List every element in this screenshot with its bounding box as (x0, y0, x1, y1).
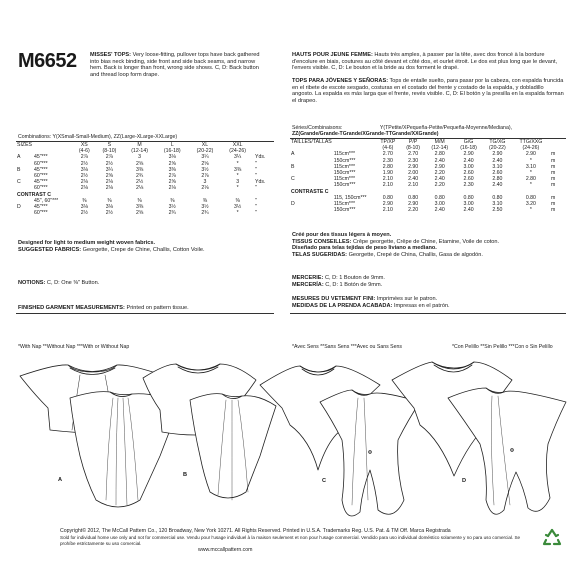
french-amount-cell: 2.40 (434, 207, 445, 214)
french-size: P/P (408, 139, 418, 145)
french-amount-cell: * (529, 157, 532, 164)
french-amount-cell: 3.00 (463, 201, 474, 208)
french-nap-legend: *Avec Sens **Sans Sens ***Avec ou Sans Sens (292, 344, 402, 350)
french-size-sub: (16-18) (460, 145, 477, 152)
english-amount-cell: 3⅛ (80, 166, 88, 173)
french-amount-cell: 3.10 (492, 201, 503, 208)
french-size: TTG/XXG (519, 139, 543, 145)
french-amount-cell: 2.40 (463, 207, 474, 214)
english-amount-cell: 2⅞ (80, 154, 88, 161)
mesures-label: MESURES DU VETEMENT FINI: (292, 296, 376, 302)
suggested-fabrics-label: SUGGESTED FABRICS: (18, 246, 82, 253)
french-width-cell: 115cm*** (333, 163, 355, 170)
english-amount-cell: 2⅝ (135, 210, 144, 217)
finished-measurements-text: Printed on pattern tissue. (126, 305, 189, 311)
english-amount-cell: 2½ (105, 210, 114, 217)
english-amount-cell: 2⅝ (168, 160, 176, 167)
merceria-label: MERCERÍA: (292, 281, 324, 288)
english-view-cell: A (17, 154, 21, 161)
notions-label: NOTIONS: (18, 280, 46, 286)
french-amount-cell: 2.20 (434, 170, 445, 177)
french-unit-cell: m (551, 201, 556, 208)
english-width-cell: 60"*** (34, 160, 48, 167)
english-amount-cell: 2½ (105, 160, 114, 167)
french-amount-cell: 0.80 (492, 194, 503, 201)
english-amount-cell: 2½ (80, 160, 88, 167)
english-amount-cell: 3⅜ (234, 166, 242, 173)
english-amount-cell: 2⅛ (168, 185, 176, 192)
english-size-sub: (8-10) (102, 148, 117, 155)
english-amount-cell: 2½ (135, 179, 144, 186)
english-unit-cell: " (255, 185, 257, 192)
copyright-line: Copyright© 2012, The McCall Pattern Co., 120 Broadway, New York 10271. All Rights Reserved. Printed in U.S.A. Trademarks Reg. U.S. Pat. & TM Off. Marca Registrada (60, 528, 451, 534)
english-amount-cell: * (236, 185, 239, 192)
english-width-cell: 60"*** (34, 210, 48, 217)
view-c-label: C (322, 478, 327, 484)
french-size-sub: (24-26) (522, 145, 540, 152)
mesures-text: Imprimées sur le patron. (376, 296, 438, 302)
english-amount-cell: ⅜ (202, 197, 208, 204)
medidas-text: Impresas en el patrón. (393, 302, 450, 309)
english-amount-cell: 3½ (201, 204, 209, 211)
english-amount-cell: 2⅛ (105, 185, 114, 192)
french-amount-cell: 2.20 (408, 207, 419, 214)
designed-for-text: Designed for light to medium weight woven fabrics. (18, 240, 156, 246)
english-amount-cell: 3 (236, 179, 240, 186)
french-amount-cell: 2.40 (463, 157, 474, 164)
english-amount-cell: ⅜ (235, 197, 240, 204)
english-unit-cell: " (255, 204, 257, 211)
english-description-title: MISSES' TOPS: (90, 52, 132, 58)
french-size-sub: (8-10) (406, 145, 421, 152)
french-amount-cell: 2.20 (434, 182, 445, 189)
english-amount-cell: * (236, 160, 239, 167)
english-size-sub: (20-22) (196, 148, 214, 155)
french-amount-cell: 0.80 (463, 194, 474, 201)
french-unit-cell: m (551, 207, 556, 214)
medidas-label: MEDIDAS DE LA PRENDA ACABADA: (292, 302, 393, 309)
french-amount-cell: 3.00 (463, 163, 474, 170)
french-amount-cell: 2.70 (408, 151, 419, 158)
french-width-cell: 150cm*** (333, 207, 356, 214)
english-amount-cell: 3 (138, 154, 142, 161)
french-amount-cell: 2.60 (492, 170, 503, 177)
english-unit-cell: Yds. (255, 179, 266, 186)
english-size-sub: (24-26) (229, 148, 247, 155)
french-size-sub: (12-14) (431, 145, 449, 152)
french-amount-cell: * (529, 207, 532, 214)
english-amount-cell: 2½ (80, 173, 88, 180)
french-width-cell: 115, 150cm*** (333, 194, 367, 201)
english-amount-cell: 3¼ (234, 154, 242, 161)
recycle-icon (540, 526, 564, 550)
french-amount-cell: 0.80 (434, 194, 445, 201)
french-amount-cell: 2.40 (492, 157, 503, 164)
english-width-cell: 45"*** (34, 204, 48, 211)
french-amount-cell: 2.50 (492, 207, 503, 214)
english-size-xl: XL (201, 142, 209, 148)
french-amount-cell: 2.90 (408, 201, 419, 208)
french-unit-cell: m (551, 182, 556, 189)
french-amount-cell: 2.30 (463, 182, 474, 189)
french-amount-cell: 3.10 (492, 163, 503, 170)
french-width-cell: 150cm*** (333, 157, 356, 164)
english-amount-cell: 3¼ (105, 166, 114, 173)
english-amount-cell: 2⅝ (201, 160, 209, 167)
telas-label: TELAS SUGERIDAS: (292, 251, 348, 258)
english-description-text: Very loose-fitting, pullover tops have back gathered into bias neck binding, side front and side back seams, and narrow hem. Back is longer than front, wrong side shows. C, D: Back button and thread loop form drape. (90, 52, 260, 78)
english-amount-cell: 3 (203, 179, 207, 186)
english-width-cell: 45"*** (34, 166, 48, 173)
english-size-sub: (16-18) (163, 148, 181, 155)
french-amount-cell: 0.80 (525, 194, 536, 201)
english-view-cell: C (17, 179, 21, 186)
english-amount-cell: ⅜ (170, 197, 175, 204)
english-contrast-label: CONTRAST C (17, 191, 52, 198)
english-combinations-label: Combinations: (18, 134, 52, 140)
french-amount-cell: 1.90 (382, 170, 393, 177)
french-width-cell: 150cm*** (333, 170, 356, 177)
french-combinations-zz: ZZ(Grande/Grande-TGrande/XGrande-TTGrande/XXGrande) (292, 131, 439, 138)
french-view-cell: A (291, 151, 295, 158)
french-amount-cell: 2.10 (408, 182, 419, 189)
spanish-nap-legend: *Con Pelillo **Sin Pelillo ***Con o Sin Pelillo (452, 344, 553, 350)
french-description-text: Hauts très amples, à passer par la tête, avec dos froncé à la bordure d'encolure en biais, coutures au côté devant et côté dos, et ourlet étroit. Le dos est plus long que le devant, l'envers visible. C, D: Le bouton et la bride au dos forment le drapé. (292, 52, 558, 72)
french-amount-cell: 2.80 (492, 176, 503, 183)
cree-text: Créé pour des tissus légers à moyen. (292, 232, 392, 238)
tissus-label: TISSUS CONSEILLES: (292, 238, 352, 245)
french-amount-cell: 2.80 (525, 176, 536, 183)
french-amount-cell: 2.90 (492, 151, 503, 158)
french-amount-cell: 2.90 (382, 201, 393, 208)
french-amount-cell: 2.60 (463, 170, 474, 177)
english-amount-cell: 2⅝ (135, 160, 144, 167)
french-size-sub: (20-22) (489, 145, 506, 152)
french-view-cell: B (291, 163, 295, 170)
suggested-fabrics-text: Georgette, Crepe de Chine, Challis, Cotton Voile. (82, 246, 205, 253)
english-amount-cell: 2⅛ (80, 179, 88, 186)
view-b-label: B (183, 472, 188, 478)
english-size-sub: (12-14) (131, 148, 148, 155)
finished-measurements-label: FINISHED GARMENT MEASUREMENTS: (18, 305, 125, 311)
view-a-label: A (58, 477, 63, 483)
french-amount-cell: 2.10 (382, 182, 393, 189)
english-amount-cell: 3⅜ (135, 204, 144, 211)
french-amount-cell: 2.90 (525, 151, 536, 158)
english-amount-cell: * (236, 210, 239, 217)
french-size-sub: (4-6) (382, 145, 394, 152)
english-amount-cell: 2¾ (135, 173, 144, 180)
spanish-description-text: Tops de entalle suelto, para pasar por la cabeza, con espalda fruncida en el ribete de escote sesgado, costuras en el costado del frente y costado de la espalda, y dobladillo angosto. La espalda es más larga que el frente, revés visible. C, D: El botón y la presilla en la espalda forman el drapeo. (292, 78, 564, 104)
french-amount-cell: 2.40 (492, 182, 503, 189)
english-amount-cell: ⅜ (82, 197, 87, 204)
french-amount-cell: 2.30 (382, 157, 393, 164)
french-combinations-y: Y(TPetite/XPequeña-Petite/Pequeña-Moyenne/Mediana), (379, 125, 512, 131)
english-unit-cell: Yds. (255, 154, 266, 161)
french-unit-cell: m (551, 163, 556, 170)
french-description-title: HAUTS POUR JEUNE FEMME: (292, 52, 373, 58)
english-amount-cell: 3⅜ (135, 166, 144, 173)
english-amount-cell: * (236, 173, 239, 180)
english-combinations-text: Y(XSmall-Small-Medium), ZZ(Large-XLarge-XXLarge) (52, 134, 178, 140)
french-amount-cell: 2.90 (408, 163, 419, 170)
french-sizes-label: TAILLES/TALLAS (291, 139, 332, 145)
english-amount-cell: 3⅛ (80, 204, 88, 211)
spanish-description-title: TOPS PARA JÓVENES Y SEÑORAS: (292, 78, 389, 84)
french-width-cell: 115cm*** (333, 151, 355, 158)
english-amount-cell: 2⅞ (201, 173, 209, 180)
usage-notice: Sold for individual home use only and not for commercial use. Vendu pour l'usage individuel à la maison seulement et non pour l'usage commercial. Vendido para uso individual doméstico solamente y no para uso comercial. Se prohíbe estrictamente su uso comercial. (60, 535, 521, 546)
english-size-l: L (170, 142, 174, 148)
french-amount-cell: 0.80 (382, 194, 393, 201)
english-amount-cell: 2⅞ (105, 154, 114, 161)
english-amount-cell: 2½ (80, 210, 88, 217)
french-unit-cell: m (551, 151, 556, 158)
french-amount-cell: 2.40 (408, 176, 419, 183)
french-amount-cell: * (529, 170, 532, 177)
english-width-cell: 45", 60"*** (34, 197, 59, 204)
website-url: www.mccallpattern.com (198, 547, 253, 553)
french-size: TG/XG (489, 139, 506, 145)
french-amount-cell: 2.60 (463, 176, 474, 183)
english-unit-cell: " (255, 210, 257, 217)
english-nap-legend: *With Nap **Without Nap ***With or Without Nap (18, 344, 130, 350)
english-amount-cell: 2⅝ (168, 179, 176, 186)
english-width-cell: 60"*** (34, 173, 48, 180)
french-amount-cell: 3.00 (434, 201, 445, 208)
english-amount-cell: 2¾ (168, 210, 176, 217)
english-amount-cell: 2⅛ (135, 185, 144, 192)
french-amount-cell: 2.30 (408, 157, 419, 164)
french-width-cell: 150cm*** (333, 182, 356, 189)
english-width-cell: 60"*** (34, 185, 48, 192)
french-amount-cell: 2.10 (382, 207, 393, 214)
french-size: G/G (463, 139, 474, 145)
french-width-cell: 115cm*** (333, 176, 355, 183)
french-unit-cell: m (551, 157, 556, 164)
english-width-cell: 45"*** (34, 179, 48, 186)
view-b-back-drawing (190, 394, 276, 500)
french-amount-cell: 2.40 (434, 176, 445, 183)
mercerie-label: MERCERIE: (292, 275, 324, 281)
english-amount-cell: 3⅜ (168, 166, 176, 173)
english-amount-cell: 2⅛ (105, 179, 114, 186)
pattern-code: M6652 (18, 50, 77, 72)
telas-text: Georgette, Crepé de China, Challis, Gasa de algodón. (348, 251, 483, 258)
english-width-cell: 45"*** (34, 154, 48, 161)
english-amount-cell: 3½ (168, 204, 176, 211)
french-amount-cell: 2.90 (463, 151, 474, 158)
french-amount-cell: 0.80 (408, 194, 419, 201)
tissus-text: Crêpe georgette, Crêpe de Chine, Etamine, Voile de coton. (352, 238, 500, 245)
french-unit-cell: m (551, 194, 556, 201)
english-view-cell: B (17, 166, 21, 173)
english-unit-cell: " (255, 197, 257, 204)
french-amount-cell: 2.70 (382, 151, 393, 158)
french-amount-cell: 2.00 (408, 170, 419, 177)
english-view-cell: D (17, 204, 21, 211)
english-amount-cell: 2⅛ (80, 185, 88, 192)
french-unit-cell: m (551, 170, 556, 177)
french-size: M/M (434, 139, 445, 145)
french-amount-cell: 2.90 (434, 163, 445, 170)
english-amount-cell: 2⅝ (105, 173, 114, 180)
french-view-cell: C (291, 176, 295, 183)
english-amount-cell: ⅜ (137, 197, 142, 204)
english-size-xs: XS (80, 142, 88, 148)
english-amount-cell: 2⅛ (201, 185, 209, 192)
french-amount-cell: 3.20 (525, 201, 536, 208)
notions-text: C, D: One ⅜" Button. (46, 280, 100, 286)
english-size-s: S (107, 142, 112, 148)
english-unit-cell: " (255, 166, 257, 173)
disenado-text: Diseñado para telas tejidas de peso liviano a mediano. (292, 245, 437, 252)
english-amount-cell: 2¾ (201, 210, 209, 217)
english-amount-cell: 3½ (201, 166, 209, 173)
french-amount-cell: 2.40 (434, 157, 445, 164)
view-c-back-drawing (320, 390, 420, 516)
english-amount-cell: 3⅛ (168, 154, 176, 161)
french-combinations-label: Séries/Combinaisons: (292, 125, 343, 131)
french-amount-cell: 2.80 (434, 151, 445, 158)
english-sizes-label: SIZES (17, 142, 32, 148)
french-amount-cell: * (529, 182, 532, 189)
french-width-cell: 115cm*** (333, 201, 355, 208)
french-size: TP/XP (380, 139, 396, 145)
english-size-xxl: XXL (232, 142, 243, 148)
french-contrast-label: CONTRASTE C (291, 188, 329, 195)
english-size-sub: (4-6) (78, 148, 90, 155)
view-d-label: D (462, 478, 467, 484)
english-amount-cell: 2⅞ (168, 173, 176, 180)
merceria-text: C, D: 1 Botón de 9mm. (325, 281, 383, 288)
french-amount-cell: 2.10 (382, 176, 393, 183)
english-amount-cell: 3⅛ (105, 204, 114, 211)
french-amount-cell: 3.10 (525, 163, 536, 170)
english-unit-cell: " (255, 173, 257, 180)
english-amount-cell: ⅜ (107, 197, 112, 204)
french-unit-cell: m (551, 176, 556, 183)
french-view-cell: D (291, 201, 295, 208)
french-amount-cell: 2.80 (382, 163, 393, 170)
english-amount-cell: 3¼ (201, 154, 209, 161)
english-size-m: M (137, 142, 142, 148)
english-unit-cell: " (255, 160, 257, 167)
english-amount-cell: 3½ (234, 204, 242, 211)
mercerie-text: C, D: 1 Bouton de 9mm. (324, 275, 385, 281)
